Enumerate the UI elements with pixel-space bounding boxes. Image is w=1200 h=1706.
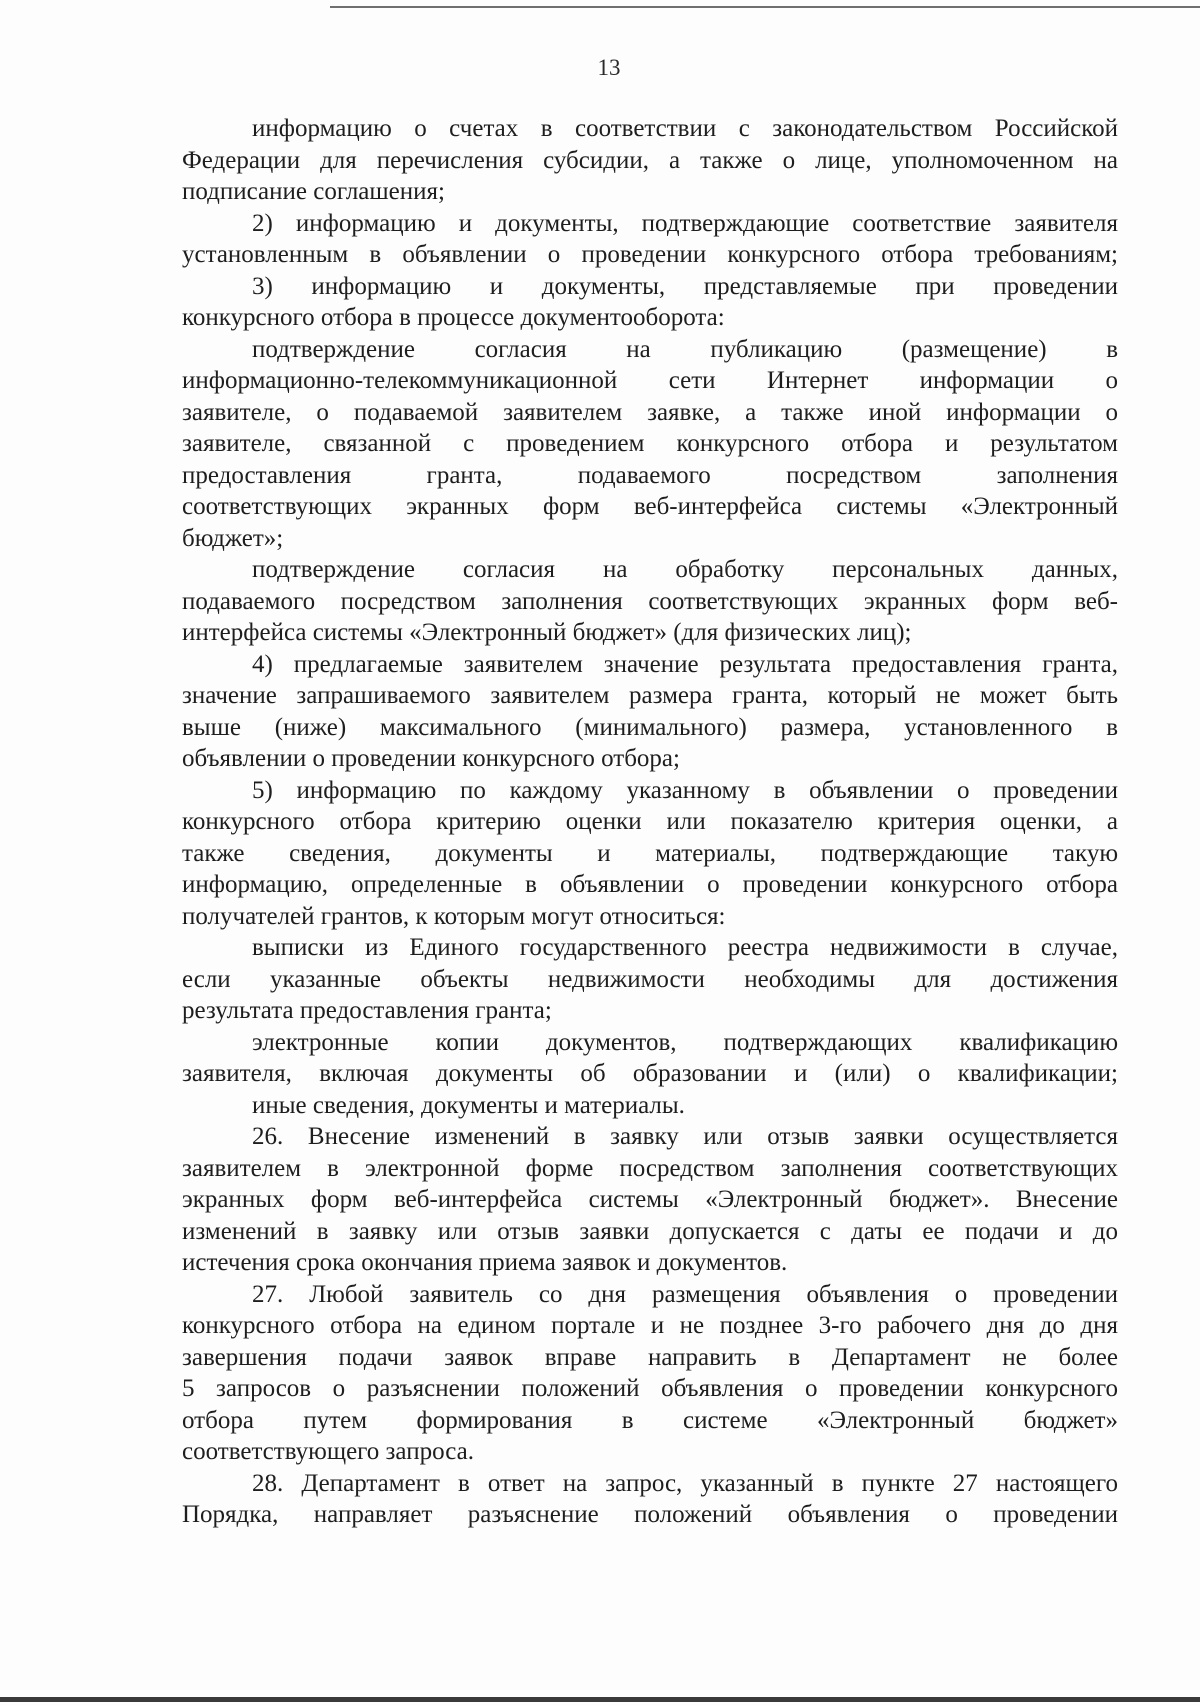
text-line: интерфейса системы «Электронный бюджет» (для физических лиц); — [182, 619, 912, 646]
text-line: выше (ниже) максимального (минимального) размера, установленного в — [182, 713, 1118, 741]
top-scan-edge — [330, 6, 1200, 8]
text-line: подтверждение согласия на обработку персональных данных, — [252, 556, 1118, 583]
text-line: соответствующих экранных форм веб-интерфейса системы «Электронный — [182, 493, 1118, 520]
text-line: соответствующего запроса. — [182, 1438, 474, 1465]
text-line: информацию, определенные в объявлении о проведении конкурсного отбора — [182, 871, 1118, 898]
text-line: электронные копии документов, подтверждающих квалификацию — [252, 1028, 1118, 1056]
text-line: 4) предлагаемые заявителем значение результата предоставления гранта, — [252, 650, 1118, 678]
text-line: получателей грантов, к которым могут относиться: — [182, 902, 726, 930]
text-line: заявителе, связанной с проведением конкурсного отбора и результатом — [182, 430, 1118, 457]
text-line: значение запрашиваемого заявителем размера гранта, который не может быть — [182, 682, 1118, 709]
text-line: иные сведения, документы и материалы. — [252, 1091, 685, 1119]
text-line: изменений в заявку или отзыв заявки допускается с даты ее подачи и до — [182, 1217, 1118, 1245]
text-line: информационно-телекоммуникационной сети Интернет информации о — [182, 367, 1118, 394]
text-line: 5) информацию по каждому указанному в объявлении о проведении — [252, 776, 1118, 804]
text-line: конкурсного отбора в процессе документооборота: — [182, 304, 725, 331]
text-line: Порядка, направляет разъяснение положений объявления о проведении — [182, 1501, 1118, 1528]
text-line: подписание соглашения; — [182, 178, 445, 205]
text-line: отбора путем формирования в системе «Электронный бюджет» — [182, 1406, 1118, 1434]
bottom-scan-edge — [0, 1697, 1200, 1702]
text-line: 26. Внесение изменений в заявку или отзыв заявки осуществляется — [252, 1123, 1118, 1150]
text-line: информацию о счетах в соответствии с законодательством Российской — [252, 115, 1118, 142]
text-line: 27. Любой заявитель со дня размещения объявления о проведении — [252, 1280, 1118, 1308]
text-line: 3) информацию и документы, представляемые при проведении — [252, 272, 1118, 300]
text-line: завершения подачи заявок вправе направить в Департамент не более — [182, 1343, 1118, 1371]
text-line: подаваемого посредством заполнения соответствующих экранных форм веб- — [182, 587, 1118, 615]
text-line: объявлении о проведении конкурсного отбора; — [182, 745, 680, 772]
text-line: заявителе, о подаваемой заявителем заявке, а также иной информации о — [182, 398, 1118, 426]
text-line: выписки из Единого государственного реестра недвижимости в случае, — [252, 934, 1118, 961]
text-line: экранных форм веб-интерфейса системы «Электронный бюджет». Внесение — [182, 1186, 1118, 1213]
text-line: истечения срока окончания приема заявок и документов. — [182, 1249, 788, 1276]
text-line: также сведения, документы и материалы, подтверждающие такую — [182, 839, 1118, 867]
text-line: 2) информацию и документы, подтверждающие соответствие заявителя — [252, 209, 1118, 237]
text-line: заявителем в электронной форме посредством заполнения соответствующих — [182, 1154, 1118, 1182]
text-line: конкурсного отбора на едином портале и не позднее 3-го рабочего дня до дня — [182, 1312, 1118, 1339]
document-body — [182, 113, 1118, 1531]
text-line: предоставления гранта, подаваемого посредством заполнения — [182, 461, 1118, 489]
text-line: заявителя, включая документы об образовании и (или) о квалификации; — [182, 1060, 1118, 1087]
text-line: бюджет»; — [182, 524, 284, 552]
text-line: установленным в объявлении о проведении конкурсного отбора требованиям; — [182, 241, 1118, 268]
text-line: результата предоставления гранта; — [182, 997, 552, 1024]
text-line: Федерации для перечисления субсидии, а также о лице, уполномоченном на — [182, 146, 1118, 174]
text-line: 28. Департамент в ответ на запрос, указанный в пункте 27 настоящего — [252, 1469, 1118, 1497]
text-line: подтверждение согласия на публикацию (размещение) в — [252, 335, 1118, 363]
page-number: 13 — [597, 55, 621, 80]
text-line: конкурсного отбора критерию оценки или показателю критерия оценки, а — [182, 808, 1118, 835]
text-line: 5 запросов о разъяснении положений объявления о проведении конкурсного — [182, 1375, 1118, 1402]
text-line: если указанные объекты недвижимости необходимы для достижения — [182, 965, 1118, 993]
